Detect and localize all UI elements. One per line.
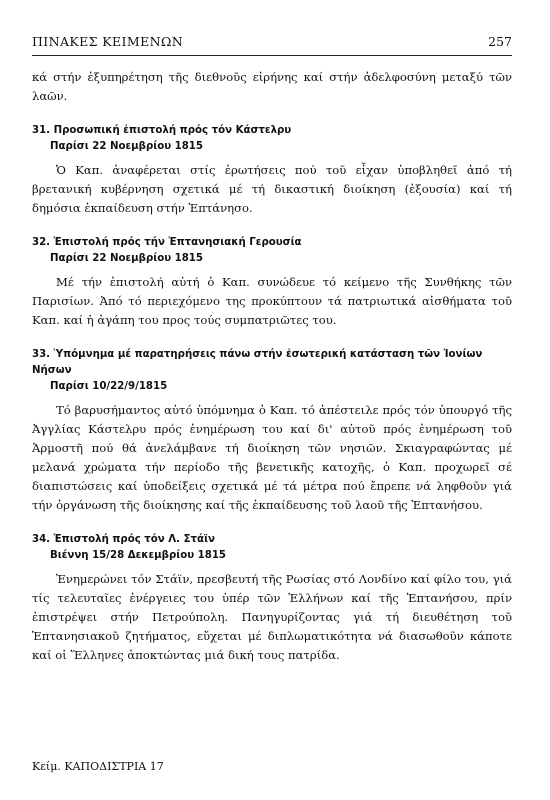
entry-date: Παρίσι 10/22/9/1815 <box>50 381 168 392</box>
intro-paragraph: κά στήν ἐξυπηρέτηση τῆς διεθνοῦς εἰρήνης καί στήν ἀδελφοσύνη μεταξύ τῶν λαῶν. <box>32 70 512 103</box>
page-body <box>32 68 512 665</box>
entry-33 <box>32 347 512 515</box>
entry-text: Τό βαρυσήμαντος αὐτό ὑπόμνημα ὁ Καπ. τό ἀπέστειλε πρός τόν ὑπουργό τῆς Ἀγγλίας Κάστελρυ πρός ἐνημέρωση του καί δι' αὐτοῦ πρός ἐνημέρωση τοῦ Ἁρμοστῆ πού θά ἀνελάμβανε τή διοίκηση τῶν νησιῶν. Σκιαγραφώντας μέ μελανά χρώματα τήν περίοδο τῆς βενετικῆς κατοχῆς, ὁ Καπ. προχωρεῖ σέ διαπιστώσεις καί ὑποδείξεις σχετικά μέ τά μέτρα πού ἔπρεπε νά ληφθοῦν γιά τήν ὀργάνωση τῆς διοίκησης καί τῆς ἐκπαίδευσης τοῦ λαοῦ τῆς Ἑπτανήσου. <box>32 403 512 512</box>
page-footer: Κείμ. ΚΑΠΟΔΙΣΤΡΙΑ 17 <box>32 760 164 773</box>
entry-title: 31. Προσωπική ἐπιστολή πρός τόν Κάστελρυ <box>32 125 292 136</box>
running-title: ΠΙΝΑΚΕΣ ΚΕΙΜΕΝΩΝ <box>32 34 184 49</box>
entry-32 <box>32 235 512 330</box>
entry-date: Βιέννη 15/28 Δεκεμβρίου 1815 <box>50 550 226 561</box>
entry-text: Ὁ Καπ. ἀναφέρεται στίς ἐρωτήσεις πού τοῦ εἶχαν ὑποβληθεῖ ἀπό τή βρετανική κυβέρνηση σχετικά μέ τή δικαστική διοίκηση (ἐξουσία) καί τή δημόσια ἐκπαίδευση στήν Ἑπτάνησο. <box>32 163 512 215</box>
entry-title: 33. Ὑπόμνημα μέ παρατηρήσεις πάνω στήν ἐσωτερική κατάσταση τῶν Ἰονίων Νήσων <box>32 349 483 376</box>
page-number: 257 <box>488 34 512 49</box>
page-header <box>32 34 512 54</box>
entry-title: 34. Ἐπιστολή πρός τόν Λ. Στάϊν <box>32 534 215 545</box>
entry-text: Μέ τήν ἐπιστολή αὐτή ὁ Καπ. συνώδευε τό κείμενο τῆς Συνθήκης τῶν Παρισίων. Ἀπό τό περιεχόμενο της προκύπτουν τά πατριωτικά αἰσθήματα τοῦ Καπ. καί ἡ ἀγάπη του προς τούς συμπατριῶτες του. <box>32 275 512 327</box>
entry-title: 32. Ἐπιστολή πρός τήν Ἐπτανησιακή Γερουσία <box>32 237 302 248</box>
entry-date: Παρίσι 22 Νοεμβρίου 1815 <box>50 141 203 152</box>
header-rule <box>32 55 512 56</box>
entry-34 <box>32 532 512 665</box>
entry-text: Ἐνημερώνει τόν Στάϊν, πρεσβευτή τῆς Ρωσίας στό Λονδίνο καί φίλο του, γιά τίς τελευταῖες ἐνέργειες του ὑπέρ τῶν Ἑλλήνων καί τῆς Ἑπτανήσου, πρίν ἐπιστρέψει στήν Πετρούπολη. Πανηγυρίζοντας γιά τή διευθέτηση τοῦ Ἑπτανησιακοῦ ζητήματος, εὔχεται μέ διπλωματικότητα νά διασωθοῦν κάποτε καί οἱ Ἕλληνες ἀποκτώντας μιά δική τους πατρίδα. <box>32 572 512 662</box>
entry-date: Παρίσι 22 Νοεμβρίου 1815 <box>50 253 203 264</box>
entry-31 <box>32 123 512 218</box>
